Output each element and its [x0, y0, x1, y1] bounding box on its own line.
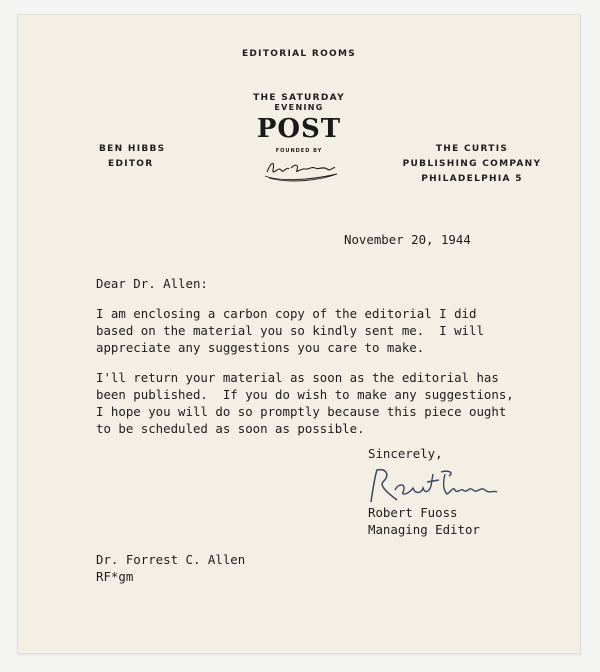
department-heading: EDITORIAL ROOMS: [241, 49, 357, 59]
paragraph-2-line: to be scheduled as soon as possible.: [96, 421, 365, 436]
sender-title: Managing Editor: [368, 522, 480, 537]
editor-title: EDITOR: [108, 159, 154, 169]
masthead-top-line: THE SATURDAY: [253, 93, 345, 103]
paragraph-2-line: I hope you will do so promptly because this piece ought: [96, 404, 507, 419]
company-line-2: PUBLISHING COMPANY: [402, 159, 542, 169]
closing: Sincerely,: [368, 446, 443, 461]
paragraph-1-line: appreciate any suggestions you care to make.: [96, 340, 425, 355]
letter-date: November 20, 1944: [344, 232, 471, 247]
paragraph-1-line: based on the material you so kindly sent me. I will: [96, 323, 484, 338]
company-line-1: THE CURTIS: [435, 144, 509, 154]
masthead-mid-line: EVENING: [274, 103, 324, 112]
founded-by-label: FOUNDED BY: [275, 148, 323, 154]
paragraph-2-line: I'll return your material as soon as the editorial has: [96, 370, 499, 385]
editor-name: BEN HIBBS: [99, 144, 166, 154]
letter-page: [17, 14, 581, 654]
salutation: Dear Dr. Allen:: [96, 276, 208, 291]
handwritten-signature: [363, 464, 503, 508]
recipient-name: Dr. Forrest C. Allen: [96, 552, 246, 567]
paragraph-2-line: been published. If you do wish to make any suggestions,: [96, 387, 514, 402]
paragraph-1-line: I am enclosing a carbon copy of the editorial I did: [96, 306, 477, 321]
masthead-post: POST: [256, 114, 342, 144]
sender-name: Robert Fuoss: [368, 505, 458, 520]
typist-initials: RF*gm: [96, 569, 134, 584]
franklin-signature-logo: [261, 154, 341, 184]
company-line-3: PHILADELPHIA 5: [421, 174, 523, 184]
